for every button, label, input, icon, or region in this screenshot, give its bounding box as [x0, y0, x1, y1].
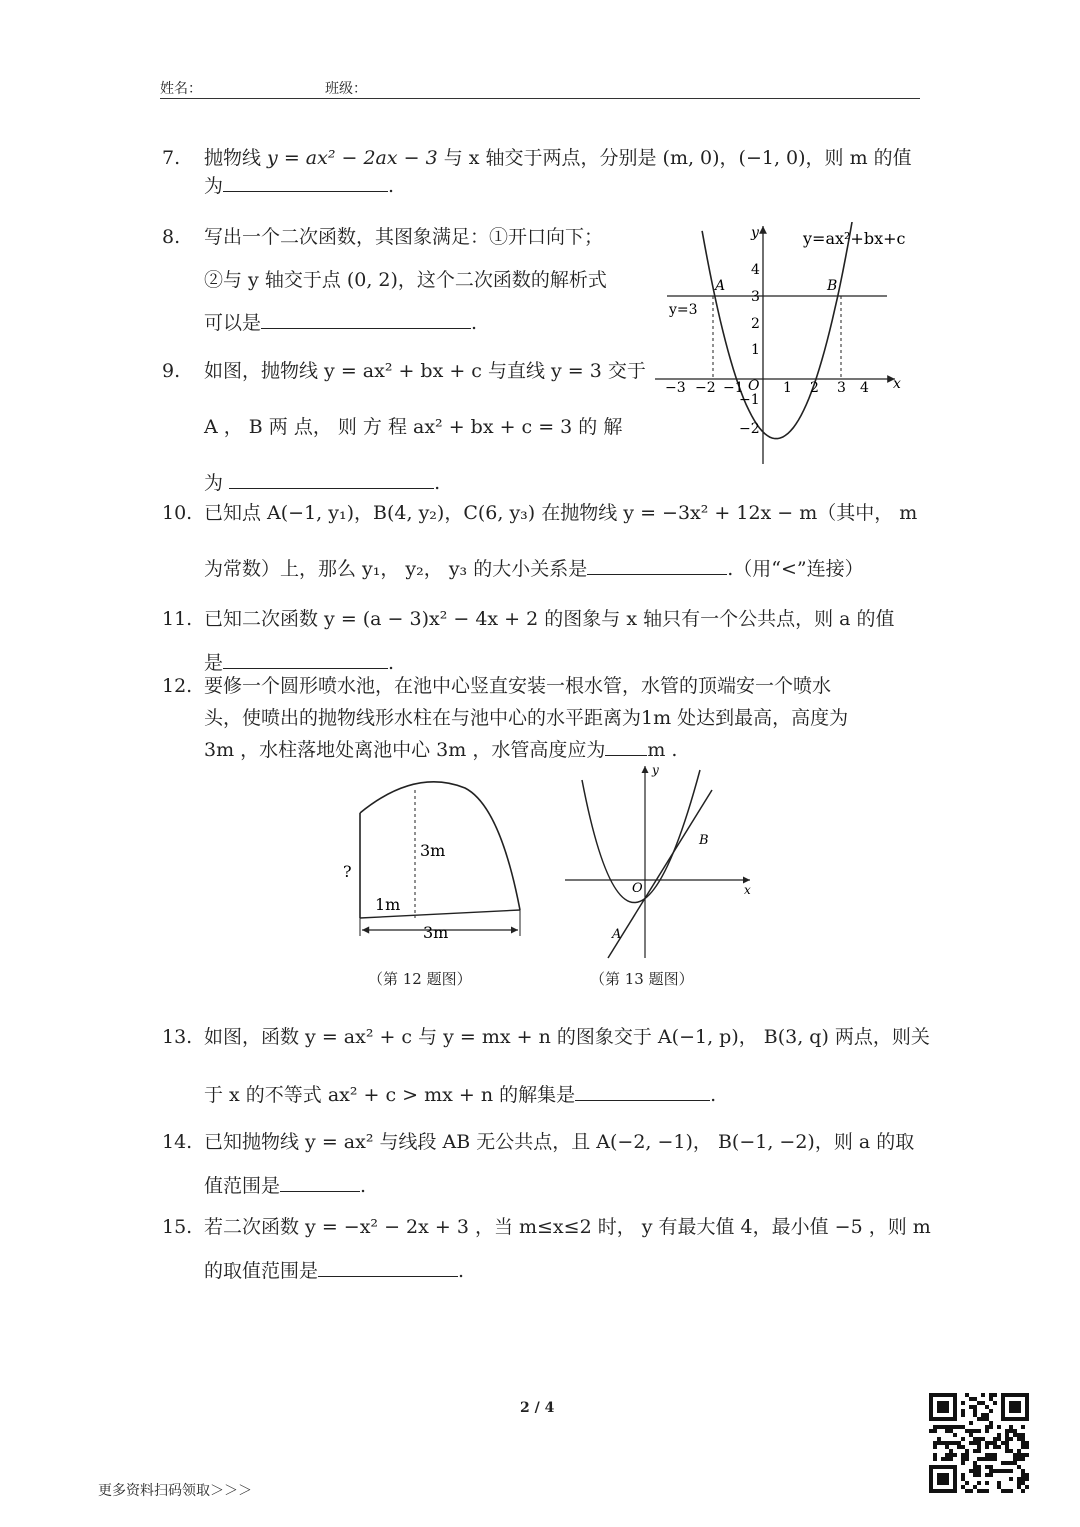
- question-7: [162, 144, 912, 200]
- y-axis-label: y: [652, 763, 659, 777]
- qr-code-icon[interactable]: [929, 1393, 1029, 1493]
- unknown-height-label: ?: [343, 862, 352, 881]
- answer-blank[interactable]: [223, 650, 388, 669]
- width-label: 3m: [423, 923, 449, 942]
- question-number: 14.: [162, 1131, 193, 1153]
- offset-label: 1m: [375, 895, 401, 914]
- question-10: [162, 485, 918, 597]
- y-tick-label: 2: [751, 316, 760, 332]
- x-tick-label: 4: [860, 380, 869, 396]
- answer-blank[interactable]: [575, 1082, 710, 1101]
- q7-equation: y = ax² − 2ax − 3: [267, 147, 438, 169]
- q11-period: .: [388, 652, 395, 674]
- q14-period: .: [360, 1175, 367, 1197]
- question-number: 12.: [162, 675, 193, 697]
- y-tick-label: 4: [751, 262, 760, 278]
- q15-period: .: [458, 1260, 465, 1282]
- q9-line-3: 为: [204, 472, 224, 494]
- q13-line-1: 如图，函数 y = ax² + c 与 y = mx + n 的图象交于 A(−1, p)， B(3, q) 两点，则关: [204, 1026, 930, 1048]
- q10-line-2: 为常数）上，那么 y₁， y₂， y₃ 的大小关系是: [204, 558, 588, 580]
- question-13: [162, 1008, 930, 1124]
- q13-line-2: 于 x 的不等式 ax² + c > mx + n 的解集是: [204, 1084, 576, 1106]
- q11-line-1: 已知二次函数 y = (a − 3)x² − 4x + 2 的图象与 x 轴只有一个公共点，则 a 的值: [204, 608, 895, 630]
- question-number: 10.: [162, 502, 193, 524]
- answer-blank[interactable]: [223, 173, 388, 192]
- question-15: [162, 1205, 931, 1293]
- y-tick-label: −2: [739, 421, 760, 437]
- answer-blank[interactable]: [318, 1258, 458, 1277]
- x-tick-label: −2: [695, 380, 716, 396]
- point-a-label: A: [612, 927, 622, 942]
- point-b-label: B: [827, 278, 838, 294]
- q12-line-2: 头，使喷出的抛物线形水柱在与池中心的水平距离为1m 处达到最高，高度为: [204, 707, 849, 729]
- q9-line-2: A ， B 两 点， 则 方 程 ax² + bx + c = 3 的 解: [204, 416, 623, 438]
- q12-line-1: 要修一个圆形喷水池，在池中心竖直安装一根水管，水管的顶端安一个喷水: [204, 675, 832, 697]
- height-label: 3m: [420, 841, 446, 860]
- answer-blank[interactable]: [261, 310, 471, 329]
- q7-text: 抛物线: [204, 147, 268, 169]
- footer-promo-text: 更多资料扫码领取＞＞＞: [98, 1483, 252, 1499]
- fountain-figure: [335, 778, 535, 948]
- q13-period: .: [710, 1084, 717, 1106]
- q8-line-1: 写出一个二次函数，其图象满足：①开口向下；: [204, 226, 604, 248]
- answer-blank[interactable]: [605, 737, 647, 756]
- x-axis-label: x: [893, 376, 901, 392]
- q15-line-2: 的取值范围是: [204, 1260, 319, 1282]
- point-b-label: B: [699, 833, 709, 848]
- name-label: 姓名：: [160, 81, 202, 97]
- q10-line-2-tail: .（用“<”连接）: [727, 558, 864, 580]
- x-tick-label: 3: [837, 380, 846, 396]
- q12-unit: m .: [647, 739, 678, 761]
- y-tick-label: 3: [751, 289, 760, 305]
- q14-line-1: 已知抛物线 y = ax² 与线段 AB 无公共点，且 A(−2, −1)， B(−1, −2)，则 a 的取: [204, 1131, 915, 1153]
- q8-period: .: [471, 312, 478, 334]
- question-number: 8.: [162, 226, 181, 248]
- x-tick-label: −1: [723, 380, 744, 396]
- class-label: 班级：: [325, 81, 367, 97]
- figure-12-caption: （第 12 题图）: [368, 970, 472, 988]
- x-tick-label: 2: [810, 380, 819, 396]
- q9-parabola-figure: [655, 222, 925, 467]
- x-tick-label: 1: [783, 380, 792, 396]
- q7-period: .: [388, 175, 395, 197]
- q13-intersection-figure: [560, 760, 760, 960]
- q12-line-3: 3m ，水柱落地处离池中心 3m ，水管高度应为: [204, 739, 606, 761]
- student-info-header: [160, 76, 920, 99]
- q8-line-3: 可以是: [204, 312, 262, 334]
- question-12: [162, 670, 849, 766]
- q11-line-2: 是: [204, 652, 224, 674]
- parabola-curve: [702, 222, 858, 439]
- q15-line-1: 若二次函数 y = −x² − 2x + 3 ，当 m≤x≤2 时， y 有最大值 4，最小值 −5 ，则 m: [204, 1216, 931, 1238]
- q8-line-2: ②与 y 轴交于点 (0, 2)，这个二次函数的解析式: [204, 269, 607, 291]
- q9-line-1: 如图，抛物线 y = ax² + bx + c 与直线 y = 3 交于: [204, 360, 646, 382]
- answer-blank[interactable]: [280, 1173, 360, 1192]
- question-8: [162, 216, 607, 345]
- figure-13-caption: （第 13 题图）: [590, 970, 694, 988]
- x-axis-label: x: [744, 883, 751, 897]
- straight-line: [608, 790, 712, 958]
- q14-line-2: 值范围是: [204, 1175, 281, 1197]
- question-number: 7.: [162, 147, 181, 169]
- question-number: 11.: [162, 608, 193, 630]
- answer-blank[interactable]: [587, 556, 727, 575]
- q7-text-rest: 与 x 轴交于两点，分别是 (m, 0)，(−1, 0)，则 m 的值: [437, 147, 912, 169]
- question-number: 15.: [162, 1216, 193, 1238]
- question-number: 13.: [162, 1026, 193, 1048]
- question-number: 9.: [162, 360, 181, 382]
- curve-equation: y=ax²+bx+c: [803, 229, 906, 248]
- question-14: [162, 1120, 915, 1208]
- y-tick-label: 1: [751, 342, 760, 358]
- point-a-label: A: [715, 278, 726, 294]
- page-number: 2 / 4: [520, 1400, 555, 1416]
- y-axis-label: y: [751, 225, 759, 241]
- x-tick-label: −3: [665, 380, 686, 396]
- origin-label: O: [632, 881, 643, 896]
- y-tick-label: −1: [739, 392, 760, 408]
- line-label: y=3: [669, 302, 698, 318]
- origin-label: O: [748, 378, 760, 394]
- q7-text-2: 为: [204, 175, 224, 197]
- q9-period: .: [434, 472, 441, 494]
- x-tick-labels: [665, 380, 869, 396]
- q10-line-1: 已知点 A(−1, y₁)，B(4, y₂)，C(6, y₃) 在抛物线 y = −3x² + 12x − m（其中， m: [204, 502, 918, 524]
